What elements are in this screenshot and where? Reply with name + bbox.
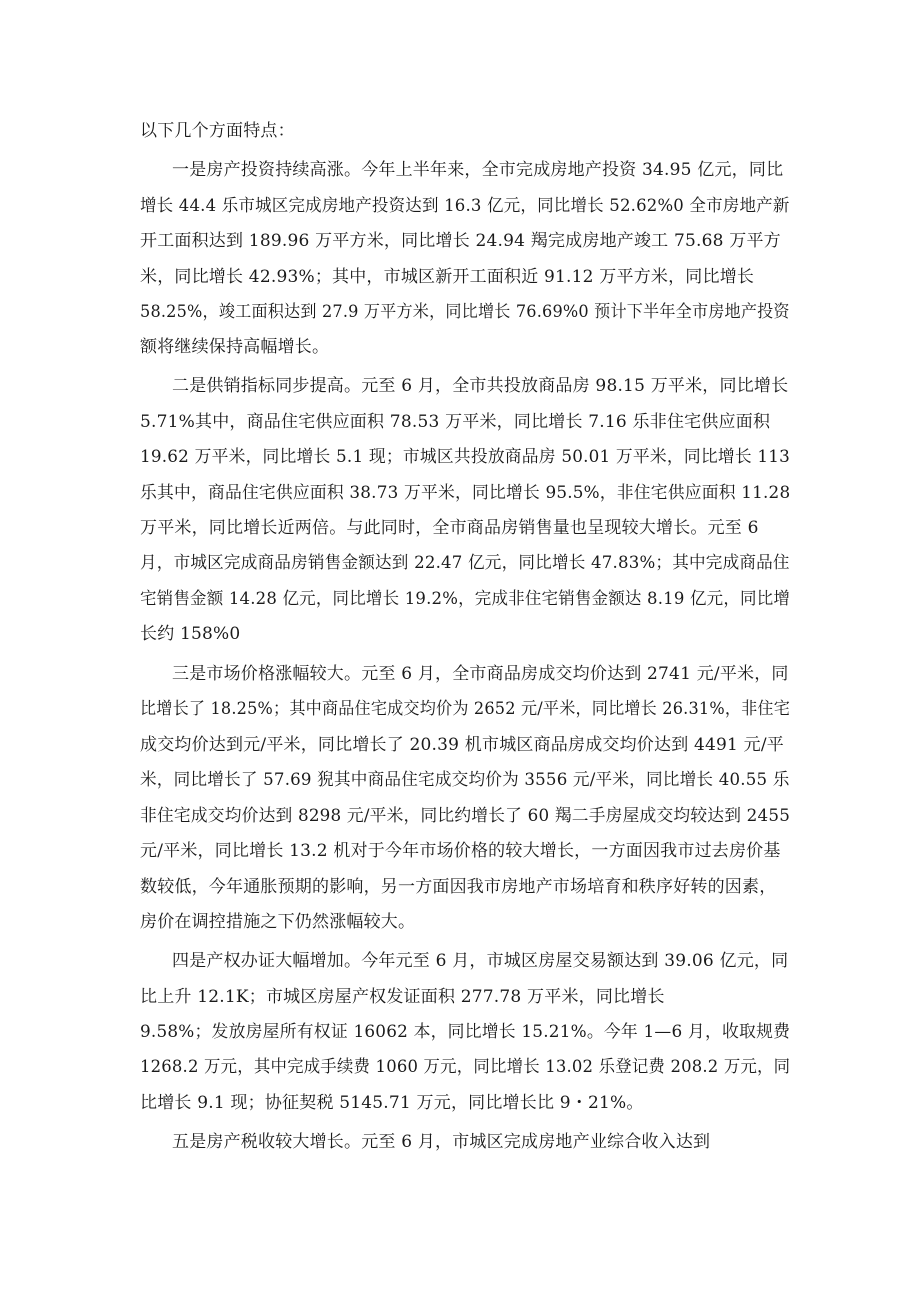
text-line: 以下几个方面特点： [140,121,295,141]
paragraph-3-line: 米，同比增长了 57.69 猊其中商品住宅成交均价为 3556 元/平米，同比增长 40.55 乐 [140,770,790,790]
paragraph-4-line: 1268.2 万元，其中完成手续费 1060 万元，同比增长 13.02 乐登记费 208.2 万元，同 [140,1057,791,1077]
paragraph-1-line: 米，同比增长 42.93%；其中，市城区新开工面积近 91.12 万平方米，同比增长 [140,267,755,287]
paragraph-2-line: 5.71%其中，商品住宅供应面积 78.53 万平米，同比增长 7.16 乐非住宅供应面积 [140,412,771,432]
paragraph-1-line: 额将继续保持高幅增长。 [140,337,330,357]
paragraph-4-line: 9.58%；发放房屋所有权证 16062 本，同比增长 15.21%。今年 1—6 月，收取规费 [140,1022,791,1042]
paragraph-1-line: 58.25%，竣工面积达到 27.9 万平方米，同比增长 76.69%0 预计下半年全市房地产投资 [140,302,790,322]
paragraph-2-line: 19.62 万平米，同比增长 5.1 现；市城区共投放商品房 50.01 万平米，同比增长 113 [140,447,791,467]
paragraph-3-line: 三是市场价格涨幅较大。元至 6 月，全市商品房成交均价达到 2741 元/平米，同 [172,664,789,684]
paragraph-2-line: 万平米，同比增长近两倍。与此同时，全市商品房销售量也呈现较大增长。元至 6 [140,518,759,538]
paragraph-3-line: 元/平米，同比增长 13.2 机对于今年市场价格的较大增长，一方面因我市过去房价基 [140,841,781,861]
paragraph-1-line: 增长 44.4 乐市城区完成房地产投资达到 16.3 亿元，同比增长 52.62%0 全市房地产新 [140,196,790,216]
paragraph-4-line: 比上升 12.1K；市城区房屋产权发证面积 277.78 万平米，同比增长 [140,987,665,1007]
paragraph-4-line: 比增长 9.1 现；协征契税 5145.71 万元，同比增长比 9・21%。 [140,1093,644,1113]
paragraph-3-line: 比增长了 18.25%；其中商品住宅成交均价为 2652 元/平米，同比增长 26.31%，非住宅 [140,699,791,719]
paragraph-3-line: 房价在调控措施之下仍然涨幅较大。 [140,912,416,932]
paragraph-2-line: 乐其中，商品住宅供应面积 38.73 万平米，同比增长 95.5%，非住宅供应面积 11.28 [140,483,791,503]
paragraph-3-line: 非住宅成交均价达到 8298 元/平米，同比约增长了 60 羯二手房屋成交均较达到 2455 [140,806,791,826]
paragraph-2-line: 二是供销指标同步提高。元至 6 月，全市共投放商品房 98.15 万平米，同比增长 [172,376,789,396]
paragraph-4-line: 四是产权办证大幅增加。今年元至 6 月，市城区房屋交易额达到 39.06 亿元，同 [172,951,789,971]
paragraph-1-line: 一是房产投资持续高涨。今年上半年来，全市完成房地产投资 34.95 亿元，同比 [172,160,784,180]
paragraph-1-line: 开工面积达到 189.96 万平方米，同比增长 24.94 羯完成房地产竣工 75.68 万平方 [140,231,781,251]
paragraph-2-line: 宅销售金额 14.28 亿元，同比增长 19.2%，完成非住宅销售金额达 8.19 亿元，同比增 [140,589,791,609]
paragraph-5-line: 五是房产税收较大增长。元至 6 月，市城区完成房地产业综合收入达到 [172,1132,711,1152]
paragraph-2-line: 长约 158%0 [140,624,241,644]
paragraph-3-line: 成交均价达到元/平米，同比增长了 20.39 机市城区商品房成交均价达到 4491 元/平 [140,735,784,755]
paragraph-3-line: 数较低，今年通胀预期的影响，另一方面因我市房地产市场培育和秩序好转的因素， [140,877,777,897]
paragraph-2-line: 月，市城区完成商品房销售金额达到 22.47 亿元，同比增长 47.83%；其中完成商品住 [140,553,790,573]
